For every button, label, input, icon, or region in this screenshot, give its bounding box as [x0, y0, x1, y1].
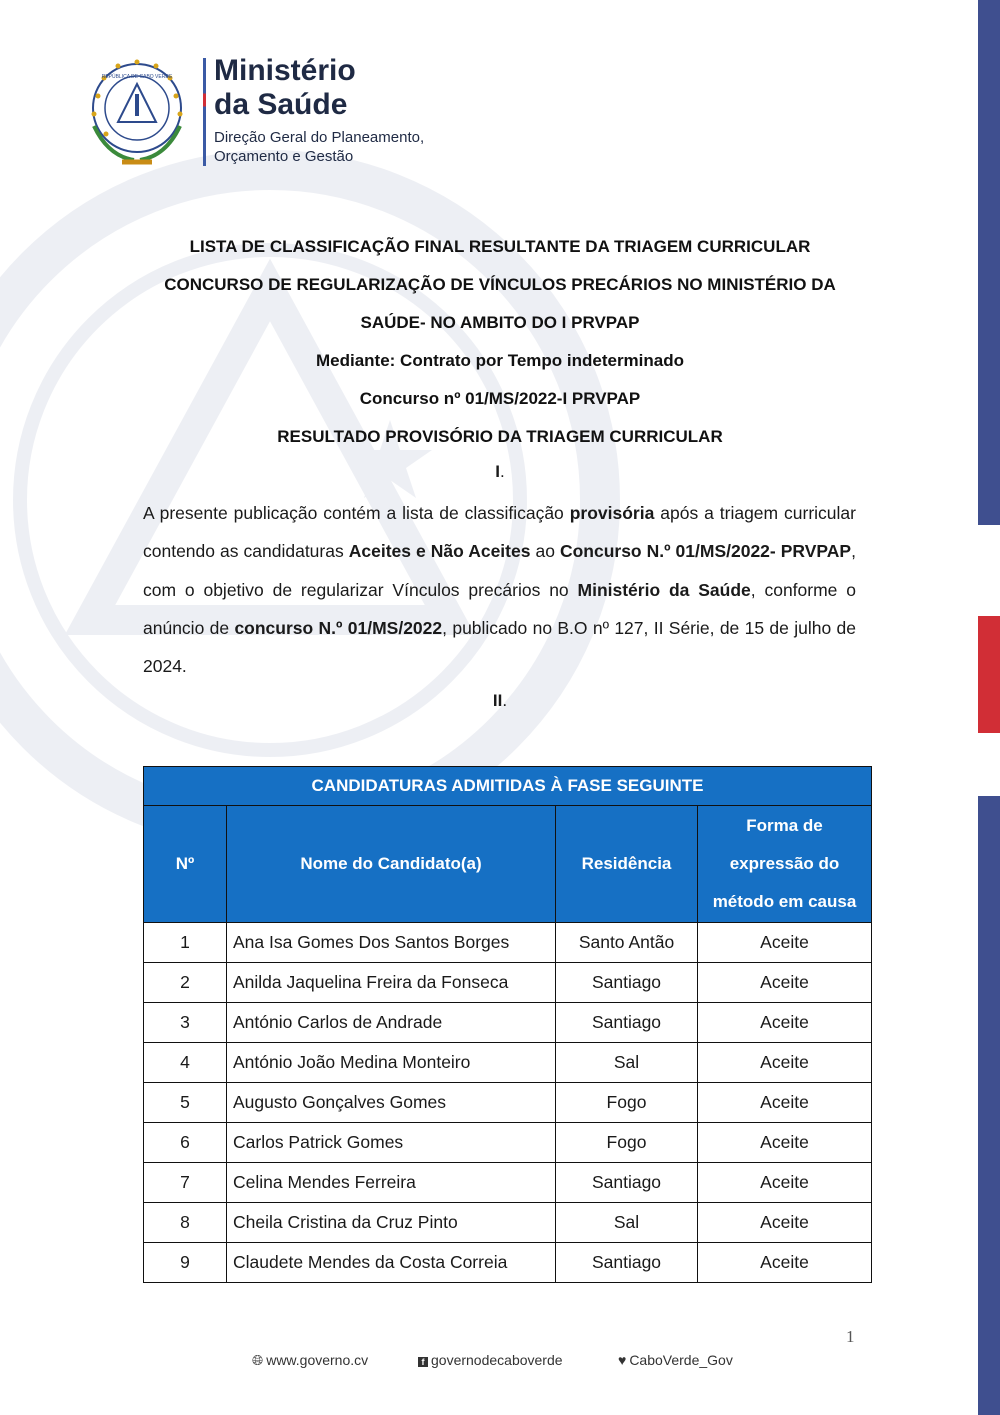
table-row	[144, 1203, 872, 1243]
col-header-residence: Residência	[556, 806, 698, 923]
globe-icon: 🌐︎	[252, 1352, 264, 1368]
intro-bold: Concurso N.º 01/MS/2022- PRVPAP	[559, 541, 852, 562]
cell-name: Anilda Jaquelina Freira da Fonseca	[227, 963, 556, 1003]
footer-website[interactable]	[252, 1352, 368, 1369]
results-table	[143, 766, 872, 1283]
footer-twitter[interactable]	[618, 1352, 733, 1368]
cell-name: Carlos Patrick Gomes	[227, 1123, 556, 1163]
cell-number: 6	[144, 1123, 227, 1163]
cell-status: Aceite	[698, 1243, 872, 1283]
table-row	[144, 1243, 872, 1283]
heading-line: Concurso nº 01/MS/2022-I PRVPAP	[359, 389, 641, 408]
cell-number: 1	[144, 923, 227, 963]
heading-line: LISTA DE CLASSIFICAÇÃO FINAL RESULTANTE DA TRIAGEM CURRICULAR	[189, 237, 811, 256]
heading-line: CONCURSO DE REGULARIZAÇÃO DE VÍNCULOS PRECÁRIOS NO MINISTÉRIO DA	[164, 275, 836, 294]
coat-of-arms-icon	[78, 56, 196, 172]
section-one-marker: I.	[495, 462, 505, 481]
intro-text: , publicado no B.O nº 127, II Série, de 15 de julho de 2024.	[143, 617, 856, 677]
cell-residence: Santiago	[556, 1003, 698, 1043]
table-row	[144, 1123, 872, 1163]
intro-text: , conforme o anúncio de	[143, 579, 856, 638]
org-sub-line1: Direção Geral do Planeamento,	[214, 129, 425, 146]
org-title	[214, 54, 356, 122]
cell-name: Ana Isa Gomes Dos Santos Borges	[227, 923, 556, 963]
intro-paragraph	[143, 494, 856, 685]
cell-name: António João Medina Monteiro	[227, 1043, 556, 1083]
heading-line: SAÚDE- NO AMBITO DO I PRVPAP	[360, 313, 640, 332]
cell-status: Aceite	[698, 1163, 872, 1203]
edge-bar-blue-bottom	[978, 796, 1000, 1415]
col-header-form-line: método em causa	[712, 892, 857, 911]
footer-twitter-text: CaboVerde_Gov	[629, 1352, 733, 1368]
col-header-name: Nome do Candidato(a)	[227, 806, 556, 923]
table-row	[144, 963, 872, 1003]
edge-bar-blue-top	[978, 0, 1000, 525]
intro-text: após a triagem curricular contendo as candidaturas	[143, 503, 856, 562]
cell-number: 9	[144, 1243, 227, 1283]
cell-name: Celina Mendes Ferreira	[227, 1163, 556, 1203]
cell-residence: Sal	[556, 1043, 698, 1083]
section-two-marker: II.	[492, 691, 508, 710]
heading-line: Mediante: Contrato por Tempo indeterminado	[315, 351, 685, 370]
intro-text: , com o objetivo de regularizar Vínculos precários no	[143, 541, 856, 600]
twitter-icon: ♥︎	[618, 1352, 627, 1368]
cell-residence: Santiago	[556, 1163, 698, 1203]
section-two-numeral: II	[492, 691, 503, 710]
org-sub-line2: Orçamento e Gestão	[214, 148, 354, 165]
cell-name: António Carlos de Andrade	[227, 1003, 556, 1043]
intro-bold: Ministério da Saúde	[577, 579, 751, 600]
seal-text: REPÚBLICA DE CABO VERDE	[101, 74, 173, 80]
col-header-form-line: expressão do	[729, 854, 840, 873]
org-title-line2: da Saúde	[214, 88, 348, 121]
table-row	[144, 923, 872, 963]
cell-status: Aceite	[698, 1083, 872, 1123]
cell-name: Cheila Cristina da Cruz Pinto	[227, 1203, 556, 1243]
intro-text: A presente publicação contém a lista de classificação	[143, 503, 570, 523]
org-divider	[203, 58, 206, 166]
footer-website-text: www.governo.cv	[266, 1352, 369, 1368]
edge-bar-red	[978, 616, 1000, 733]
cell-status: Aceite	[698, 1003, 872, 1043]
cell-status: Aceite	[698, 923, 872, 963]
table-row	[144, 1083, 872, 1123]
col-header-form-line: Forma de	[746, 816, 823, 835]
cell-residence: Fogo	[556, 1083, 698, 1123]
footer-facebook[interactable]	[418, 1352, 563, 1368]
cell-status: Aceite	[698, 1203, 872, 1243]
cell-number: 8	[144, 1203, 227, 1243]
intro-bold: provisória	[569, 503, 655, 523]
org-subtitle	[214, 128, 424, 166]
cell-status: Aceite	[698, 963, 872, 1003]
cell-residence: Fogo	[556, 1123, 698, 1163]
col-header-form	[698, 806, 872, 923]
cell-number: 2	[144, 963, 227, 1003]
table-row	[144, 1003, 872, 1043]
cell-number: 7	[144, 1163, 227, 1203]
page-number: 1	[846, 1327, 855, 1346]
cell-name: Claudete Mendes da Costa Correia	[227, 1243, 556, 1283]
cell-residence: Santiago	[556, 963, 698, 1003]
cell-status: Aceite	[698, 1043, 872, 1083]
document-headings	[100, 228, 900, 456]
table-row	[144, 1043, 872, 1083]
table-body	[144, 923, 872, 1283]
col-header-number: Nº	[144, 806, 227, 923]
table-caption: CANDIDATURAS ADMITIDAS À FASE SEGUINTE	[144, 767, 872, 806]
heading-line: RESULTADO PROVISÓRIO DA TRIAGEM CURRICULAR	[277, 427, 723, 446]
facebook-icon: f	[418, 1357, 428, 1367]
intro-bold: Aceites e Não Aceites	[348, 541, 531, 562]
org-title-line1: Ministério	[214, 54, 356, 87]
cell-residence: Sal	[556, 1203, 698, 1243]
cell-residence: Santiago	[556, 1243, 698, 1283]
section-one-numeral: I	[495, 462, 500, 481]
cell-residence: Santo Antão	[556, 923, 698, 963]
cell-number: 5	[144, 1083, 227, 1123]
table-row	[144, 1163, 872, 1203]
footer-facebook-text: governodecaboverde	[431, 1352, 563, 1368]
cell-number: 4	[144, 1043, 227, 1083]
cell-number: 3	[144, 1003, 227, 1043]
cell-status: Aceite	[698, 1123, 872, 1163]
intro-text: ao	[530, 541, 560, 562]
cell-name: Augusto Gonçalves Gomes	[227, 1083, 556, 1123]
intro-bold: concurso N.º 01/MS/2022	[234, 617, 443, 638]
